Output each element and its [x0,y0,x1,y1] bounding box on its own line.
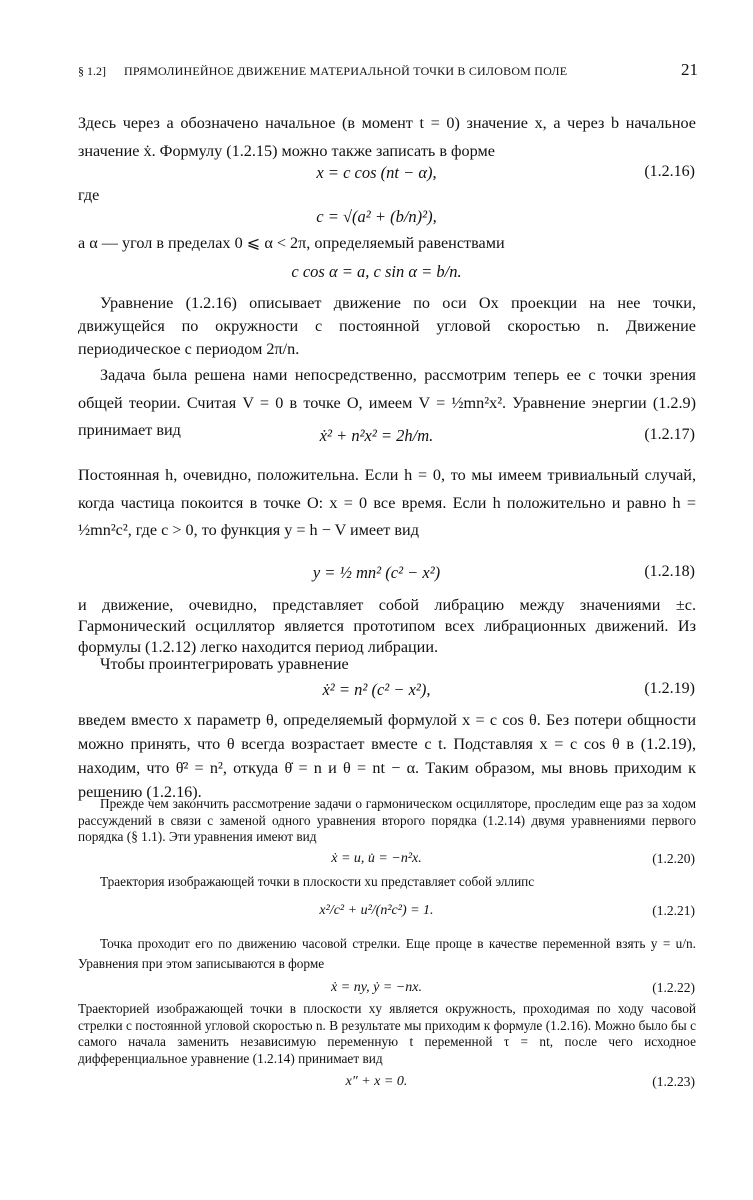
paragraph: Здесь через a обозначено начальное (в момент t = 0) значение x, а через b начальное значение ẋ. Формулу (1.2.15) можно также записать в форме [78,114,696,160]
equation [0,426,753,456]
equation [0,903,753,933]
equation [0,1074,753,1104]
equation-expression: ẋ² + n²x² = 2h/m. [319,426,434,445]
equation-expression: c cos α = a, c sin α = b/n. [291,262,462,281]
equation-number: (1.2.23) [652,1074,695,1089]
equation [0,680,753,710]
paragraph: Задача была решена нами непосредственно, рассмотрим теперь ее с точки зрения общей теории. Считая V = 0 в точке O, имеем V = ½mn²x². Уравнение энергии (1.2.9) принимает вид [78,366,696,439]
equation-expression: c = √(a² + (b/n)²), [316,207,437,226]
equation-expression: y = ½ mn² (c² − x²) [312,563,441,582]
paragraph: Чтобы проинтегрировать уравнение [100,655,349,673]
equation [0,563,753,593]
paragraph-small: Траекторией изображающей точки в плоскости xy является окружность, проходимая по ходу часовой стрелки с постоянной угловой скоростью n. В результате мы приходим к формуле (1.2.16). Можно было бы с самого начала заменить независимую переменную t переменной τ = nt, после чего исходное дифференциальное уравнение (1.2.14) принимает вид [78,1001,696,1066]
equation-number: (1.2.22) [652,980,695,995]
equation-number: (1.2.18) [644,563,695,580]
equation-expression: x²/c² + u²/(n²c²) = 1. [319,903,434,918]
paragraph-small: Прежде чем закончить рассмотрение задачи о гармоническом осцилляторе, проследим еще раз за ходом рассуждений в связи с заменой одного уравнения второго порядка (1.2.14) двумя уравнениями первого порядка (§ 1.1). Эти уравнения имеют вид [78,796,696,844]
paragraph: и движение, очевидно, представляет собой либрацию между значениями ±c. Гармонический осциллятор является прототипом всех либрационных движений. Из формулы (1.2.12) легко находится период либрации. [78,596,696,656]
equation [0,163,753,193]
equation-expression: ẋ² = n² (c² − x²), [322,680,431,699]
equation-number: (1.2.16) [644,163,695,180]
equation-number: (1.2.17) [644,426,695,443]
equation-expression: ẋ = ny, ẏ = −nx. [331,980,422,995]
section-marker: § 1.2] [78,64,106,78]
equation [0,262,753,292]
running-header [78,60,698,84]
paragraph-small: Точка проходит его по движению часовой стрелки. Еще проще в качестве переменной взять y = u/n. Уравнения при этом записываются в форме [78,936,696,971]
equation-number: (1.2.20) [652,851,695,866]
equation-expression: ẋ = u, u̇ = −n²x. [331,851,422,866]
equation-expression: x = c cos (nt − α), [316,163,437,182]
paragraph: введем вместо x параметр θ, определяемый формулой x = c cos θ. Без потери общности можно принять, что θ всегда возрастает вместе с t. Подставляя x = c cos θ в (1.2.19), находим, что θ̇² = n², откуда θ̇ = n и θ = nt − α. Таким образом, мы вновь приходим к решению (1.2.16). [78,711,696,801]
paragraph: Постоянная h, очевидно, положительна. Если h = 0, то мы имеем тривиальный случай, когда частица покоится в точке O: x = 0 все время. Если h положительно и равно h = ½mn²c², где c > 0, то функция y = h − V имеет вид [78,466,696,539]
equation-number: (1.2.19) [644,680,695,697]
paragraph: а α — угол в пределах 0 ⩽ α < 2π, определяемый равенствами [78,234,505,252]
page-number: 21 [681,60,698,79]
paragraph: Уравнение (1.2.16) описывает движение по оси Ox проекции на нее точки, движущейся по окружности с постоянной угловой скоростью n. Движение периодическое с периодом 2π/n. [78,294,696,358]
paragraph-small: Траектория изображающей точки в плоскости xu представляет собой эллипс [100,874,535,889]
equation-number: (1.2.21) [652,903,695,918]
equation-expression: x″ + x = 0. [345,1074,408,1089]
chapter-title: ПРЯМОЛИНЕЙНОЕ ДВИЖЕНИЕ МАТЕРИАЛЬНОЙ ТОЧКИ В СИЛОВОМ ПОЛЕ [124,64,568,78]
word-where: где [78,186,100,204]
